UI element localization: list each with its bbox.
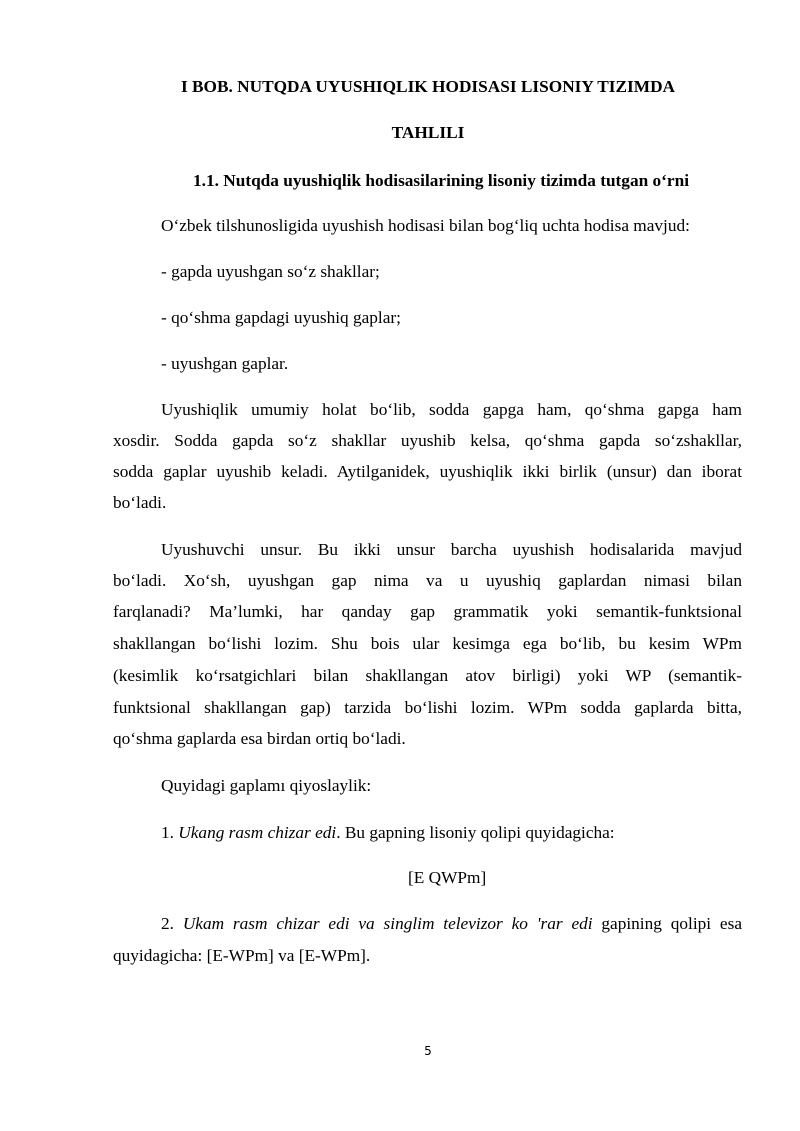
paragraph-2-line: qo‘shma gaplarda esa birdan ortiq bo‘ladi. bbox=[113, 729, 406, 748]
paragraph-1-line: bo‘ladi. bbox=[113, 493, 167, 512]
example-2-line-2: quyidagicha: [E-WPm] va [E-WPm]. bbox=[113, 946, 371, 965]
paragraph-1-line: Uyushiqlik umumiy holat bo‘lib, sodda gapga ham, qo‘shma gapga ham bbox=[161, 400, 742, 419]
paragraph-2-line: farqlanadi? Ma’lumki, har qanday gap grammatik yoki semantik-funktsional bbox=[113, 602, 742, 621]
list-item: - qo‘shma gapdagi uyushiq gaplar; bbox=[161, 308, 401, 327]
example-2-number: 2. bbox=[161, 914, 183, 933]
list-item: - gapda uyushgan so‘z shakllar; bbox=[161, 262, 380, 281]
example-1-sentence: Ukang rasm chizar edi bbox=[178, 823, 337, 842]
example-2-line-1 bbox=[161, 914, 742, 934]
page-number: 5 bbox=[424, 1044, 432, 1058]
example-2-sentence: Ukam rasm chizar edi va singlim televizor ko 'rar edi bbox=[182, 914, 593, 933]
example-1-rest: . Bu gapning lisoniy qolipi quyidagicha: bbox=[336, 823, 615, 842]
example-1 bbox=[161, 823, 615, 843]
paragraph-2-line: Uyushuvchi unsur. Bu ikki unsur barcha uyushish hodisalarida mavjud bbox=[161, 540, 742, 559]
paragraph-2-line: funktsional shakllangan gap) tarzida bo‘lishi lozim. WPm sodda gaplarda bitta, bbox=[113, 698, 742, 717]
intro-paragraph: O‘zbek tilshunosligida uyushish hodisasi bilan bog‘liq uchta hodisa mavjud: bbox=[161, 216, 690, 235]
example-2-rest: gapining qolipi esa bbox=[592, 914, 742, 933]
section-title: 1.1. Nutqda uyushiqlik hodisasilarining lisoniy tizimda tutgan o‘rni bbox=[192, 171, 690, 190]
paragraph-2-line: (kesimlik ko‘rsatgichlari bilan shakllangan atov birligi) yoki WP (semantik- bbox=[113, 666, 742, 685]
paragraph-1-line: sodda gaplar uyushib keladi. Aytilganidek, uyushiqlik ikki birlik (unsur) dan iborat bbox=[113, 462, 742, 481]
chapter-title-line-2: TAHLILI bbox=[391, 123, 465, 142]
paragraph-2-line: shakllangan bo‘lishi lozim. Shu bois ular kesimga ega bo‘lib, bu kesim WPm bbox=[113, 634, 742, 653]
chapter-title-line-1: I BOB. NUTQDA UYUSHIQLIK HODISASI LISONIY TIZIMDA bbox=[180, 77, 676, 96]
compare-intro: Quyidagi gaplamı qiyoslaylik: bbox=[161, 776, 372, 795]
example-1-number: 1. bbox=[161, 823, 179, 842]
paragraph-1-line: xosdir. Sodda gapda so‘z shakllar uyushib kelsa, qo‘shma gapda so‘zshakllar, bbox=[113, 431, 742, 450]
list-item: - uyushgan gaplar. bbox=[161, 354, 289, 373]
paragraph-2-line: bo‘ladi. Xo‘sh, uyushgan gap nima va u uyushiq gaplardan nimasi bilan bbox=[113, 571, 742, 590]
formula-1: [E QWPm] bbox=[408, 868, 487, 887]
